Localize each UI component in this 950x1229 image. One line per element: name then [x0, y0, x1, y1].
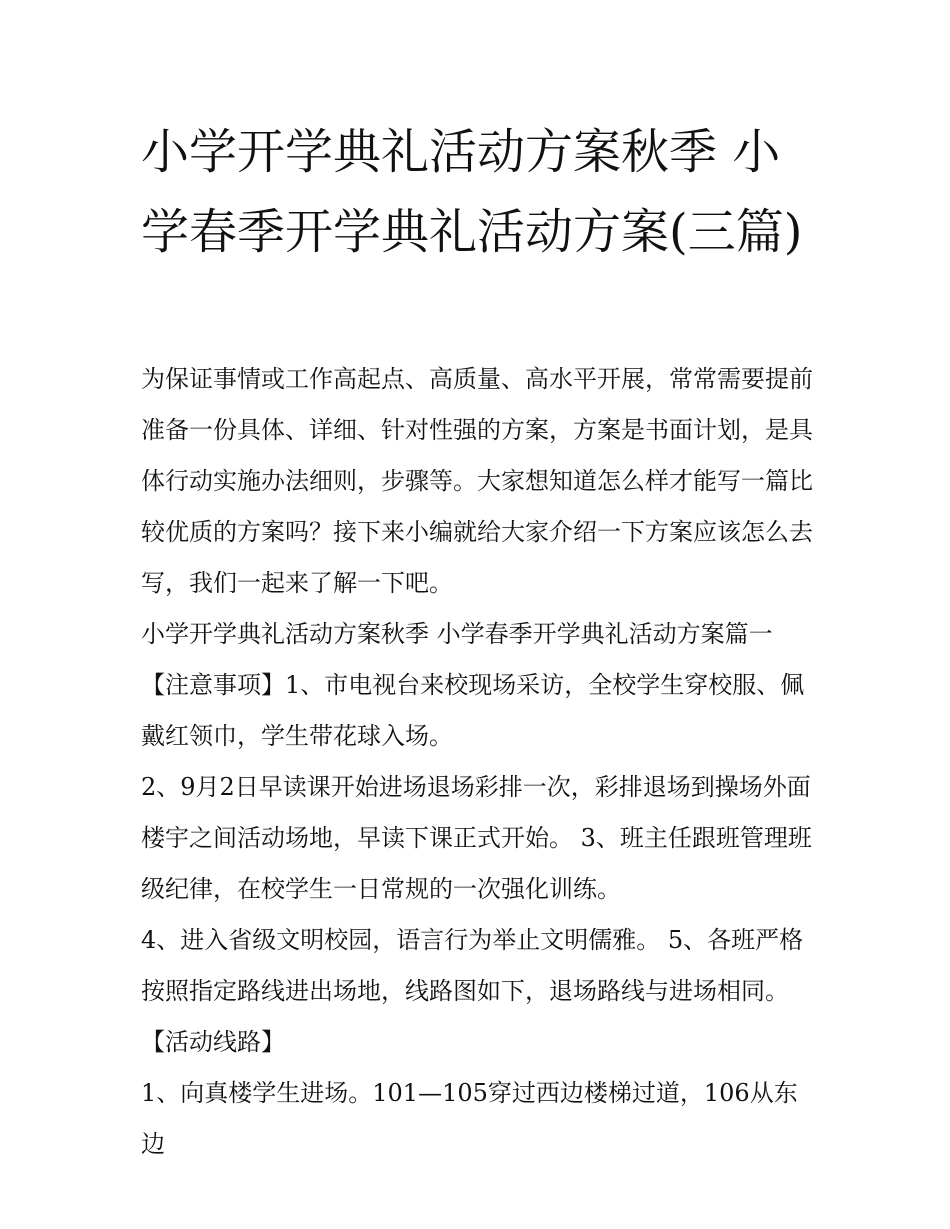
- paragraph-section-heading: 小学开学典礼活动方案秋季 小学春季开学典礼活动方案篇一: [141, 620, 773, 648]
- paragraph-notes: 【注意事项】1、市电视台来校现场采访，全校学生穿校服、佩戴红领巾，学生带花球入场。: [141, 671, 805, 750]
- paragraph-intro: 为保证事情或工作高起点、高质量、高水平开展，常常需要提前准备一份具体、详细、针对性强的方案，方案是书面计划，是具体行动实施办法细则，步骤等。大家想知道怎么样才能写一篇比较优质的方案吗？接下来小编就给大家介绍一下方案应该怎么去写，我们一起来了解一下吧。: [141, 365, 813, 597]
- document-title: 小学开学典礼活动方案秋季 小学春季开学典礼活动方案(三篇): [141, 124, 803, 260]
- paragraph-route-1: 1、向真楼学生进场。101—105穿过西边楼梯过道，106从东边: [141, 1079, 798, 1158]
- document-body: [141, 354, 813, 1170]
- paragraph-item-4-5: 4、进入省级文明校园，语言行为举止文明儒雅。 5、各班严格按照指定路线进出场地，线路图如下，退场路线与进场相同。 【活动线路】: [141, 926, 804, 1056]
- paragraph-item-2-3: 2、9月2日早读课开始进场退场彩排一次，彩排退场到操场外面楼宇之间活动场地，早读下课正式开始。 3、班主任跟班管理班级纪律，在校学生一日常规的一次强化训练。: [141, 773, 812, 903]
